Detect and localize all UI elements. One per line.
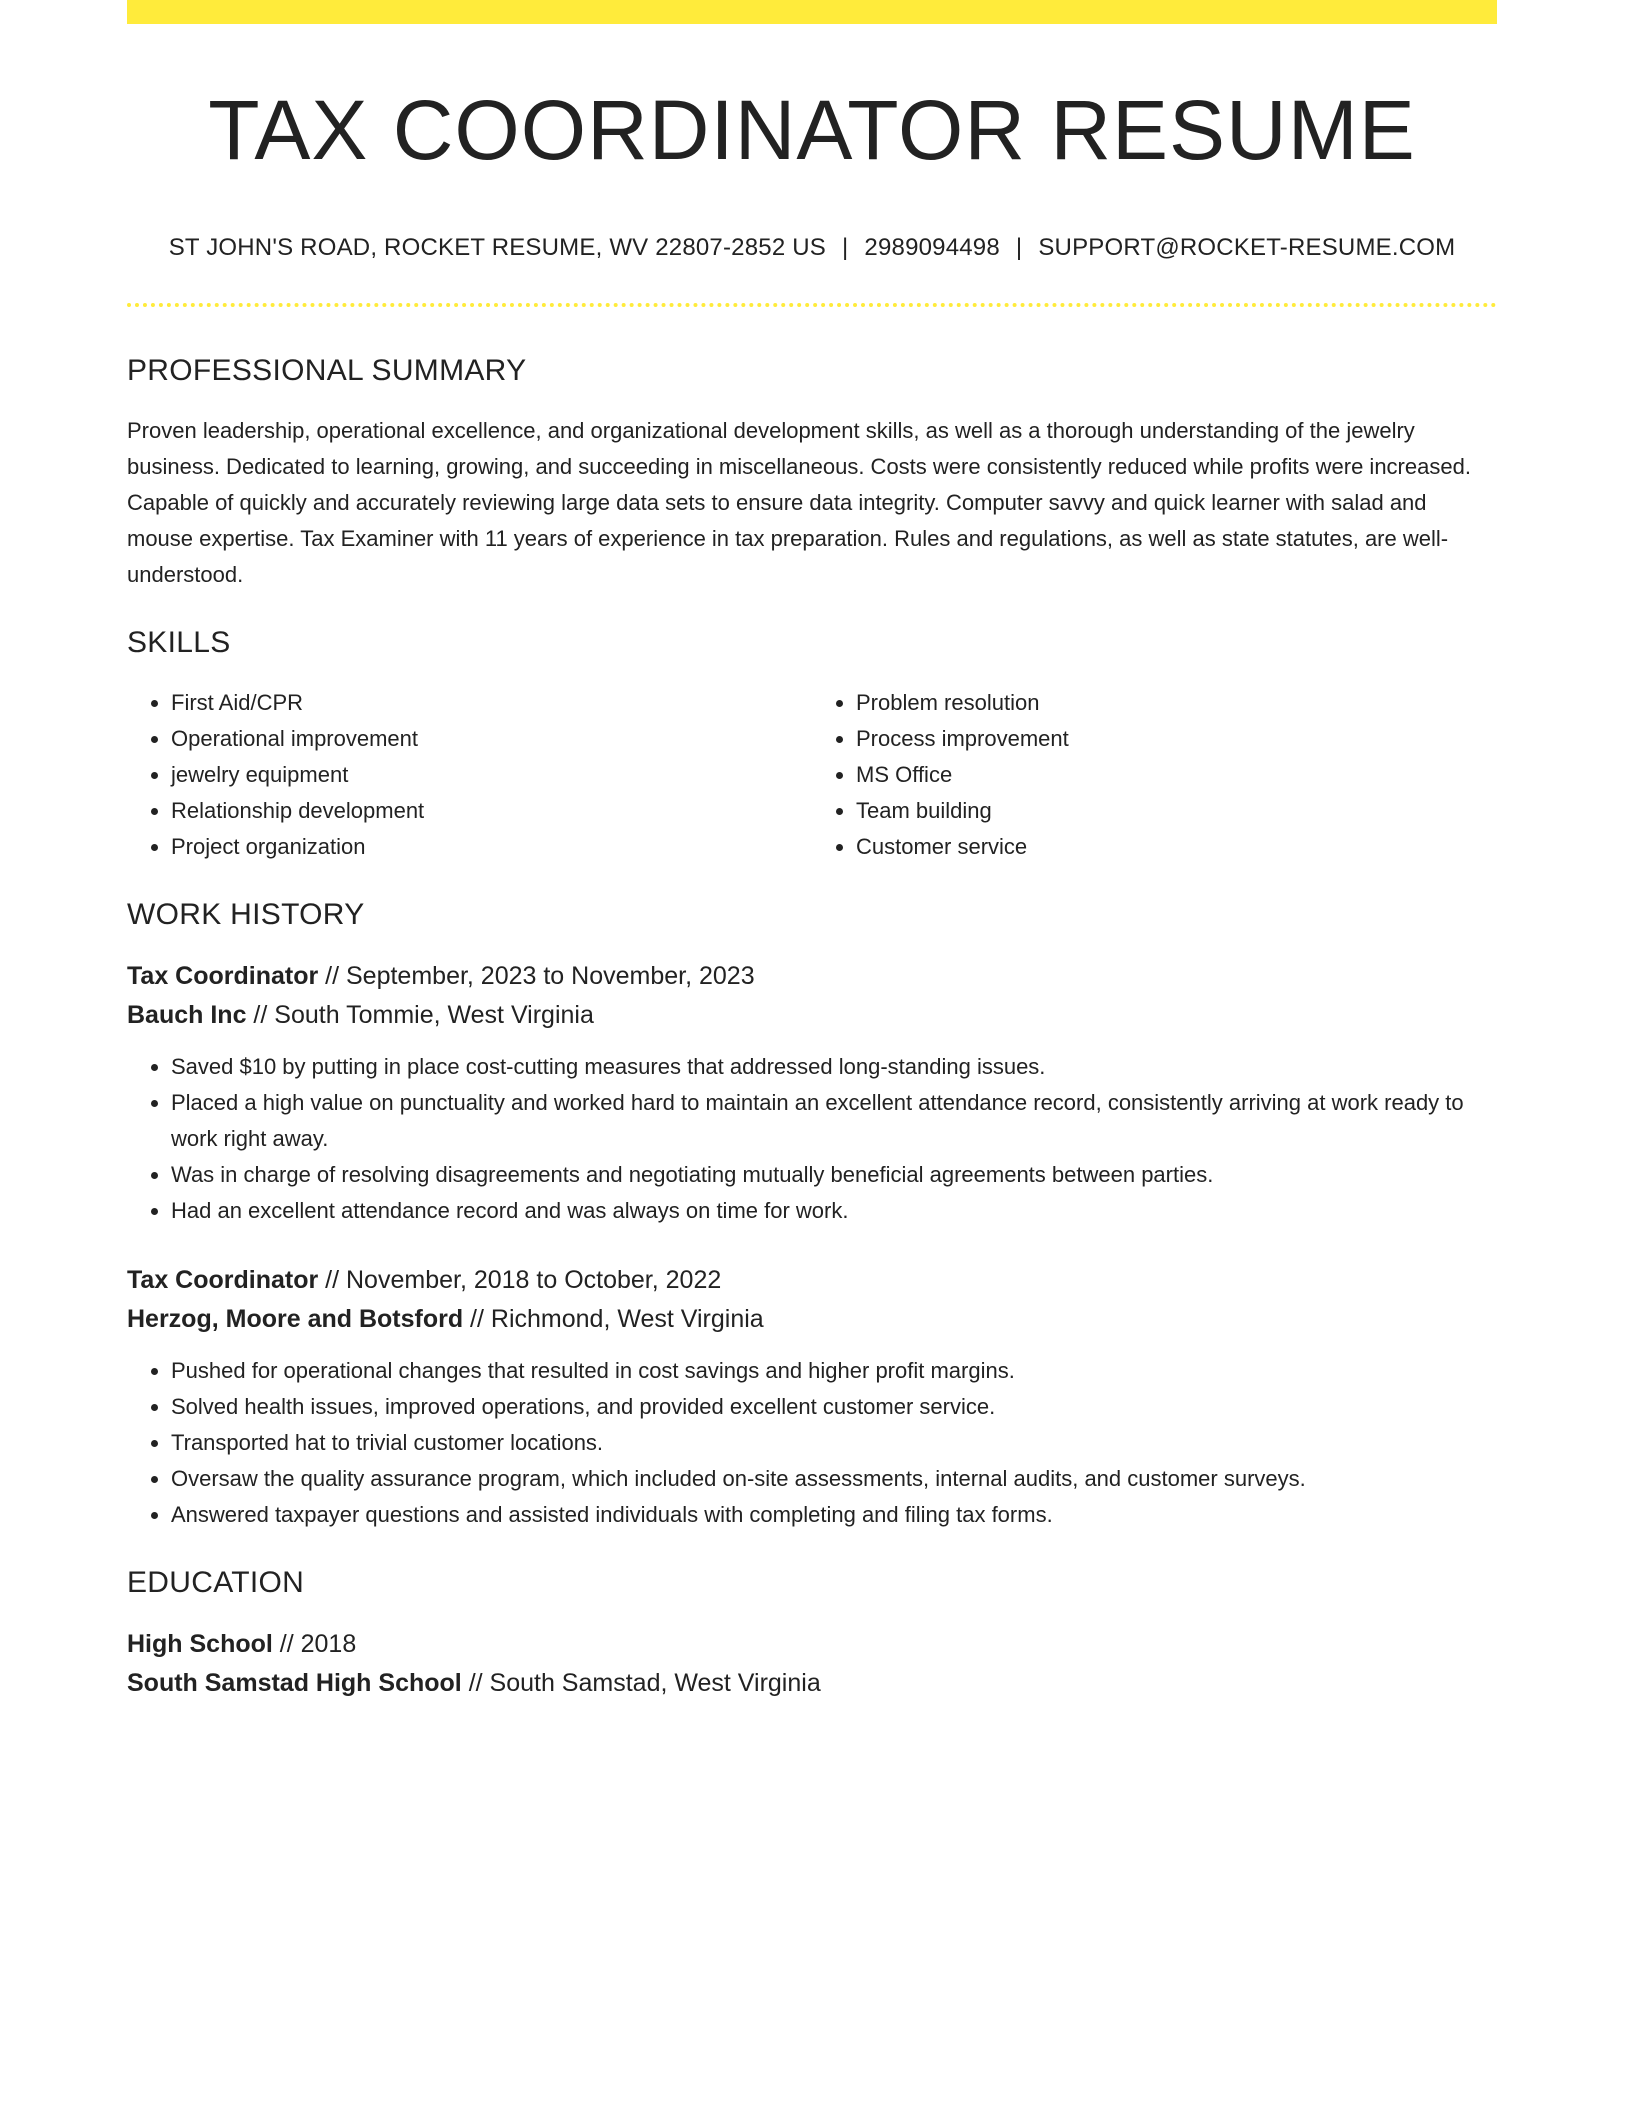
job-title: Tax Coordinator — [127, 1266, 319, 1295]
skills-left-list — [127, 685, 812, 865]
skill-item: • Team building — [856, 793, 1497, 829]
job-company-line — [127, 1300, 1497, 1339]
top-accent-bar — [127, 0, 1497, 24]
education-location: // South Samstad, West Virginia — [461, 1669, 821, 1698]
skill-item: • First Aid/CPR — [171, 685, 812, 721]
job-title: Tax Coordinator — [127, 962, 319, 991]
contact-phone[interactable]: 2989094498 — [864, 234, 1000, 262]
work-history-heading: WORK HISTORY — [127, 898, 365, 932]
education-school: South Samstad High School — [127, 1669, 462, 1698]
work-history-section — [127, 897, 1497, 1533]
job-entry — [127, 1261, 1497, 1533]
job-bullets — [127, 1049, 1497, 1229]
job-dates: // November, 2018 to October, 2022 — [318, 1266, 722, 1295]
job-bullet: • Solved health issues, improved operations, and provided excellent customer service. — [171, 1389, 1497, 1425]
skills-right-list — [812, 685, 1497, 865]
summary-section — [127, 353, 1497, 593]
job-title-line — [127, 957, 1497, 996]
resume-title: TAX COORDINATOR RESUME — [208, 83, 1416, 177]
job-bullet: • Answered taxpayer questions and assisted individuals with completing and filing tax forms. — [171, 1497, 1497, 1533]
education-degree: High School — [127, 1630, 273, 1659]
skills-heading: SKILLS — [127, 626, 231, 660]
job-bullet: • Pushed for operational changes that resulted in cost savings and higher profit margins. — [171, 1353, 1497, 1389]
job-bullet: • Placed a high value on punctuality and worked hard to maintain an excellent attendance record, consistently arriving at work ready to work right away. — [171, 1085, 1497, 1157]
job-company-line — [127, 996, 1497, 1035]
job-location: // Richmond, West Virginia — [463, 1305, 764, 1334]
job-entry — [127, 957, 1497, 1229]
resume-page — [127, 0, 1497, 1703]
job-company: Herzog, Moore and Botsford — [127, 1305, 464, 1334]
job-company: Bauch Inc — [127, 1001, 247, 1030]
job-bullets — [127, 1353, 1497, 1533]
skill-item: • Customer service — [856, 829, 1497, 865]
skill-item: • Relationship development — [171, 793, 812, 829]
job-bullet: • Oversaw the quality assurance program, which included on-site assessments, internal audits, and customer surveys. — [171, 1461, 1497, 1497]
job-bullet: • Saved $10 by putting in place cost-cutting measures that addressed long-standing issues. — [171, 1049, 1497, 1085]
contact-address: ST JOHN'S ROAD, ROCKET RESUME, WV 22807-2852 US — [168, 234, 826, 262]
skills-columns — [127, 685, 1497, 865]
skill-item: • MS Office — [856, 757, 1497, 793]
summary-text: Proven leadership, operational excellence, and organizational development skills, as well as a thorough understanding of the jewelry business. Dedicated to learning, growing, and succeeding in miscellaneous. Costs were consistently reduced while profits were increased. Capable of quickly and accurately reviewing large data sets to ensure data integrity. Computer savvy and quick learner with salad and mouse expertise. Tax Examiner with 11 years of experience in tax preparation. Rules and regulations, as well as state statutes, are well-understood. — [127, 418, 1471, 588]
job-bullet: • Transported hat to trivial customer locations. — [171, 1425, 1497, 1461]
contact-line — [127, 234, 1497, 263]
education-school-line — [127, 1664, 1497, 1703]
job-location: // South Tommie, West Virginia — [246, 1001, 594, 1030]
education-section — [127, 1565, 1497, 1703]
dotted-divider — [127, 303, 1497, 307]
education-degree-line — [127, 1625, 1497, 1664]
skill-item: • Project organization — [171, 829, 812, 865]
skill-item: • Operational improvement — [171, 721, 812, 757]
education-entry — [127, 1625, 1497, 1703]
skill-item: • Problem resolution — [856, 685, 1497, 721]
summary-heading: PROFESSIONAL SUMMARY — [127, 354, 527, 388]
skills-section — [127, 625, 1497, 865]
job-title-line — [127, 1261, 1497, 1300]
contact-separator: | — [841, 234, 849, 262]
contact-separator: | — [1015, 234, 1023, 262]
job-bullet: • Was in charge of resolving disagreements and negotiating mutually beneficial agreements between parties. — [171, 1157, 1497, 1193]
education-year: // 2018 — [272, 1630, 357, 1659]
education-heading: EDUCATION — [127, 1566, 305, 1600]
job-dates: // September, 2023 to November, 2023 — [318, 962, 755, 991]
skill-item: • Process improvement — [856, 721, 1497, 757]
job-bullet: • Had an excellent attendance record and was always on time for work. — [171, 1193, 1497, 1229]
contact-email[interactable]: SUPPORT@ROCKET-RESUME.COM — [1038, 234, 1456, 262]
skill-item: • jewelry equipment — [171, 757, 812, 793]
